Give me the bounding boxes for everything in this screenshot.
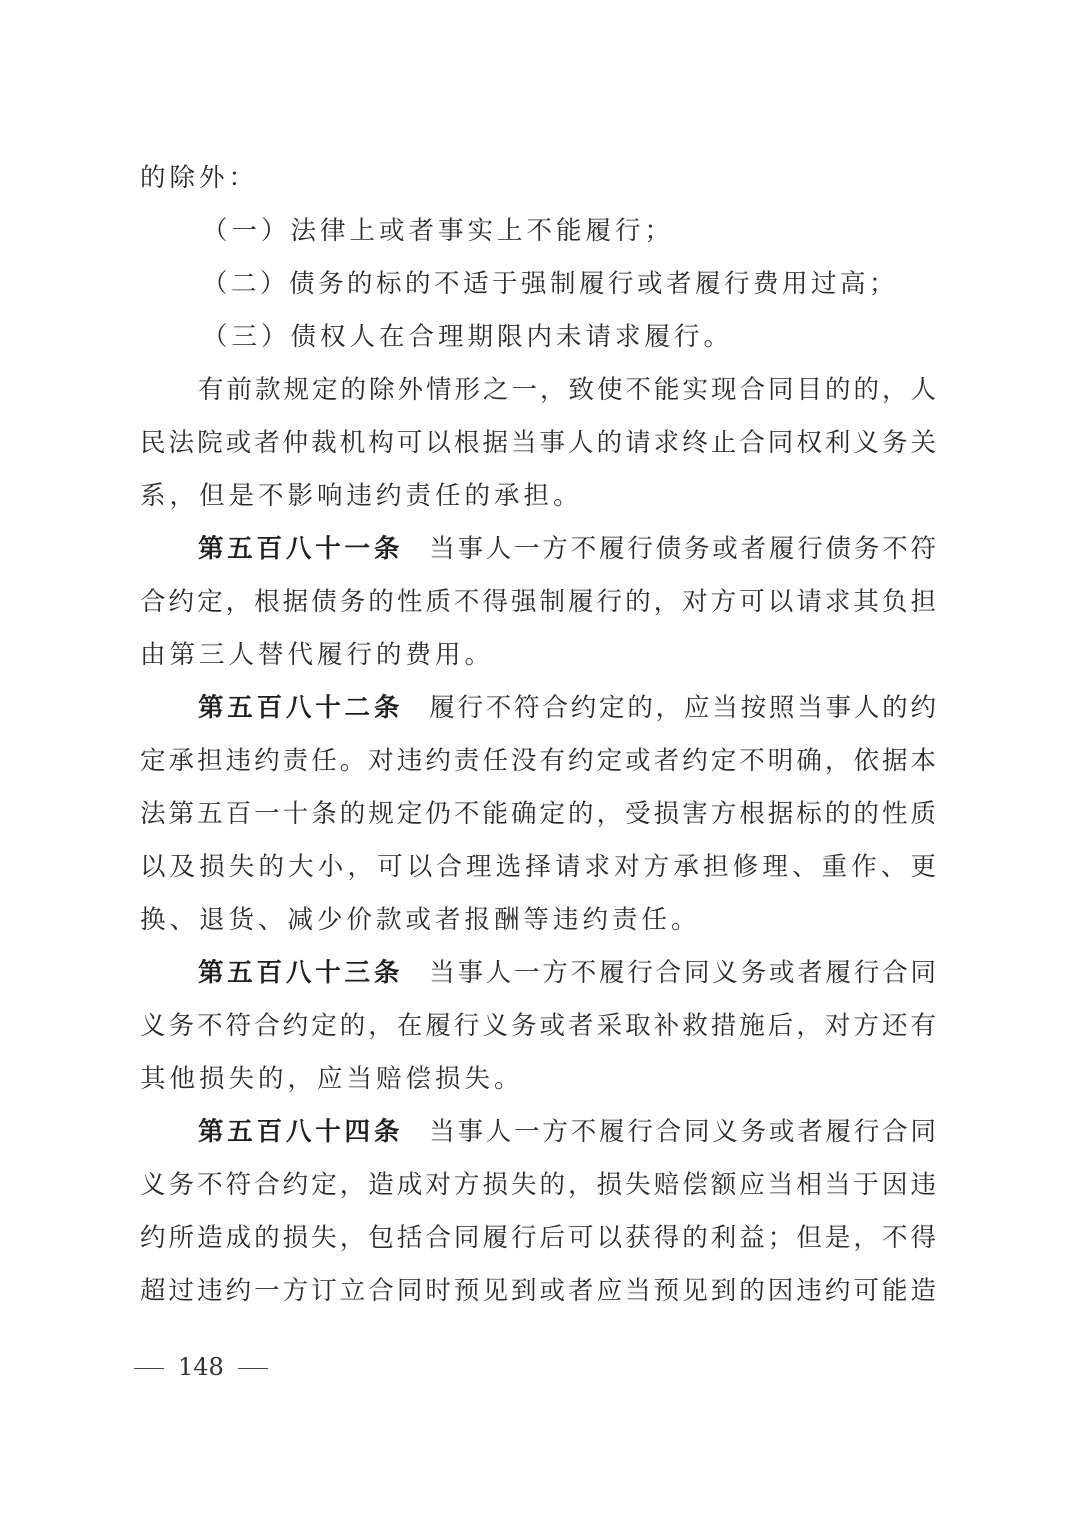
article-line: 约所造成的损失，包括合同履行后可以获得的利益；但是，不得 [140,1223,936,1253]
article-title: 第五百八十一条 [198,534,404,564]
article-line: 由第三人替代履行的费用。 [140,640,495,670]
article-line: 义务不符合约定，造成对方损失的，损失赔偿额应当相当于因违 [140,1170,936,1200]
article-line: 合约定，根据债务的性质不得强制履行的，对方可以请求其负担 [140,587,936,617]
article-line: 超过违约一方订立合同时预见到或者应当预见到的因违约可能造 [140,1276,936,1306]
article-line: 义务不符合约定的，在履行义务或者采取补救措施后，对方还有 [140,1011,936,1041]
article-text: 履行不符合约定的，应当按照当事人的约 [429,693,936,723]
article-584-first-line [140,1106,936,1159]
article-text: 当事人一方不履行债务或者履行债务不符 [429,534,936,564]
article-title: 第五百八十三条 [198,958,404,988]
article-581-first-line [140,523,936,576]
list-item-2: （二）债务的标的不适于强制履行或者履行费用过高； [202,269,899,299]
page-footer [134,1347,268,1387]
paragraph-line: 民法院或者仲裁机构可以根据当事人的请求终止合同权利义务关 [140,428,936,458]
page-number: 148 [178,1353,224,1381]
article-line: 换、退货、减少价款或者报酬等违约责任。 [140,905,701,935]
article-line: 法第五百一十条的规定仍不能确定的，受损害方根据标的的性质 [140,799,936,829]
footer-dash-left [134,1368,164,1369]
article-title: 第五百八十四条 [198,1117,404,1147]
paragraph-line: 系，但是不影响违约责任的承担。 [140,481,583,511]
document-page [140,152,936,1318]
list-item-1: （一）法律上或者事实上不能履行； [202,216,675,246]
article-line: 以及损失的大小，可以合理选择请求对方承担修理、重作、更 [140,852,936,882]
footer-dash-right [238,1368,268,1369]
article-583-first-line [140,947,936,1000]
article-line: 定承担违约责任。对违约责任没有约定或者约定不明确，依据本 [140,746,936,776]
article-text: 当事人一方不履行合同义务或者履行合同 [429,958,936,988]
paragraph-line: 有前款规定的除外情形之一，致使不能实现合同目的的，人 [198,375,936,405]
article-582-first-line [140,682,936,735]
article-line: 其他损失的，应当赔偿损失。 [140,1064,524,1094]
article-title: 第五百八十二条 [198,693,404,723]
text-line: 的除外： [140,163,259,193]
article-text: 当事人一方不履行合同义务或者履行合同 [429,1117,936,1147]
list-item-3: （三）债权人在合理期限内未请求履行。 [202,322,734,352]
